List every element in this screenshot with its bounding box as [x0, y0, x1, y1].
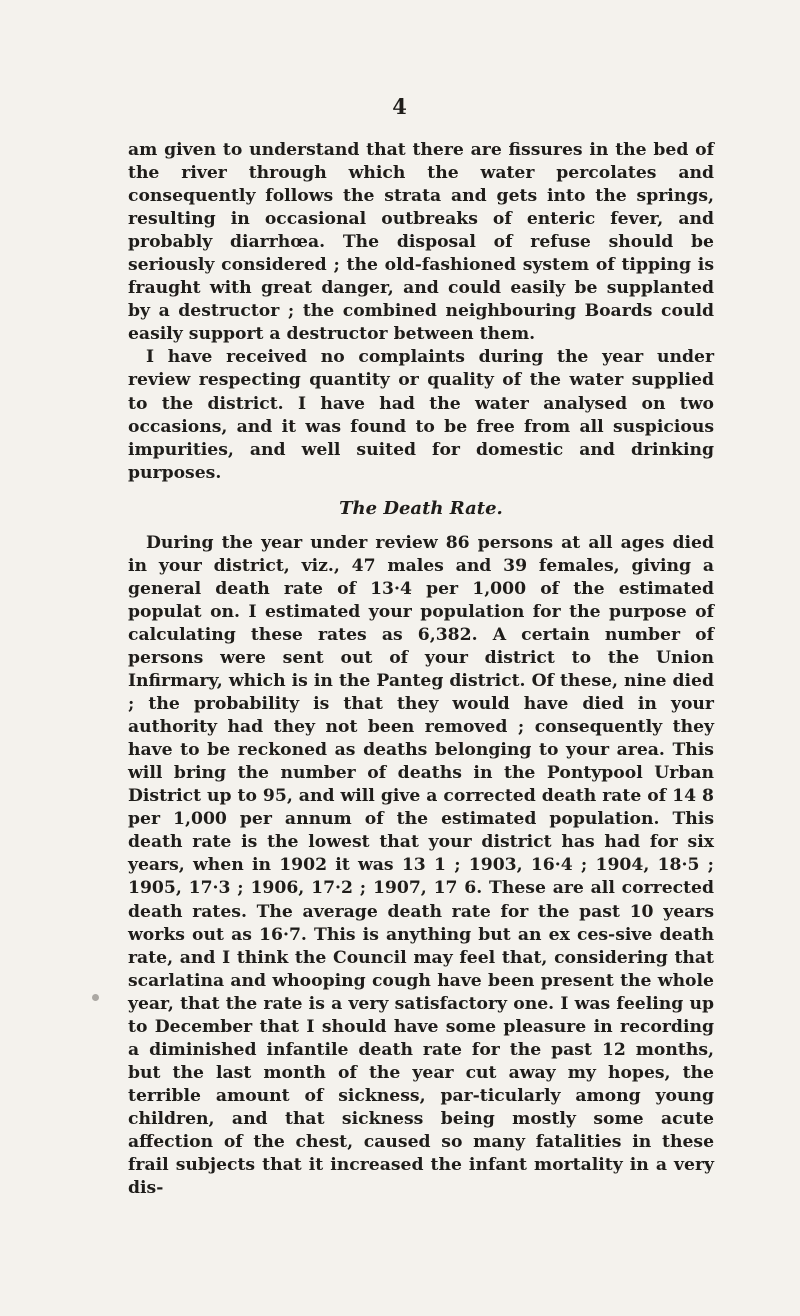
paragraph-water-fissures: am given to understand that there are fissures in the bed of the river through which the water percolates and consequently follows the strata and gets into the springs, resulting in occasional outbreaks of enteric fever, and probably diarrhœa. The disposal of refuse should be seriously considered ; the old-fashioned system of tipping is fraught with great danger, and could easily be supplanted by a destructor ; the combined neighbouring Boards could easily support a destructor between them.: [128, 140, 714, 345]
page-number: 4: [392, 94, 408, 119]
document-body: [128, 139, 714, 1200]
section-heading-death-rate: The Death Rate.: [339, 497, 503, 519]
paragraph-death-rate: During the year under review 86 persons at all ages died in your district, viz., 47 males and 39 females, giving a general death rate of 13·4 per 1,000 of the estimated populat on. I estimated your population for the purpose of calculating these rates as 6,382. A certain number of persons were sent out of your district to the Union Infirmary, which is in the Panteg district. Of these, nine died ; the probability is that they would have died in your authority had they not been removed ; consequently they have to be reckoned as deaths belonging to your area. This will bring the number of deaths in the Pontypool Urban District up to 95, and will give a corrected death rate of 14 8 per 1,000 per annum of the estimated population. This death rate is the lowest that your district has had for six years, when in 1902 it was 13 1 ; 1903, 16·4 ; 1904, 18·5 ; 1905, 17·3 ; 1906, 17·2 ; 1907, 17 6. These are all corrected death rates. The average death rate for the past 10 years works out as 16·7. This is anything but an ex ces-sive death rate, and I think the Council may feel that, considering that scarlatina and whooping cough have been present the whole year, that the rate is a very satisfactory one. I was feeling up to December that I should have some pleasure in recording a diminished infantile death rate for the past 12 months, but the last month of the year cut away my hopes, the terrible amount of sickness, par-ticularly among young children, and that sickness being mostly some acute affection of the chest, caused so many fatalities in these frail subjects that it increased the infant mortality in a very dis-: [128, 532, 714, 1199]
paragraph-water-analysis: I have received no complaints during the year under review respecting quantity or quality of the water supplied to the district. I have had the water analysed on two occasions, and it was found to be free from all suspicious impurities, and well suited for domestic and drinking purposes.: [128, 347, 714, 483]
margin-mark: [92, 994, 99, 1001]
